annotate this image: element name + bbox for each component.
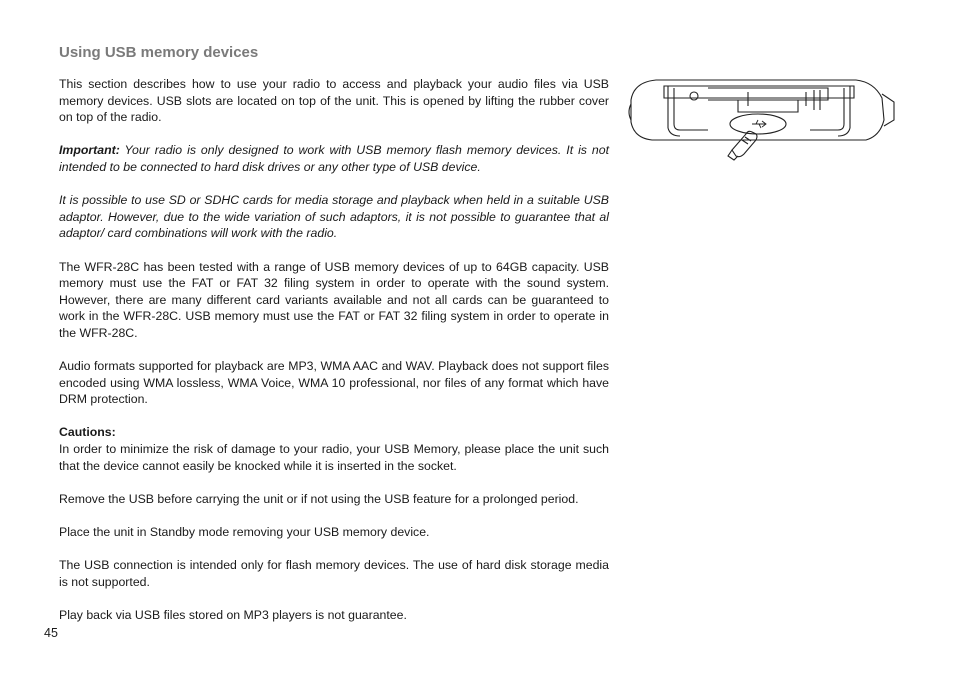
paragraph-tested: The WFR-28C has been tested with a range of USB memory devices of up to 64GB capacity. USB memory must use the FAT or FAT 32 filing system in order to operate with the sound system. However, there are many different card variants available and not all cards can be guaranteed to work in the WFR-28C. USB memory must use the FAT or FAT 32 filing system in order to operate in the WFR-28C. [59, 259, 609, 340]
body-text [59, 76, 609, 624]
paragraph-flash-only: The USB connection is intended only for flash memory devices. The use of hard disk storage media is not supported. [59, 558, 609, 589]
page-number: 45 [44, 626, 58, 640]
section-title: Using USB memory devices [59, 44, 259, 61]
radio-usb-port-illustration [628, 78, 898, 164]
paragraph-important [59, 142, 609, 175]
cautions-text: In order to minimize the risk of damage to your radio, your USB Memory, please place the unit such that the device cannot easily be knocked while it is inserted in the socket. [59, 442, 609, 473]
paragraph-standby: Place the unit in Standby mode removing your USB memory device. [59, 525, 430, 540]
important-label: Important: [59, 143, 120, 158]
important-text: Your radio is only designed to work with USB memory flash memory devices. It is not intended to be connected to hard disk drives or any other type of USB device. [59, 143, 609, 174]
paragraph-intro: This section describes how to use your radio to access and playback your audio files via USB memory devices. USB slots are located on top of the unit. This is opened by lifting the rubber cover on top of the radio. [59, 77, 609, 125]
paragraph-sd-cards: It is possible to use SD or SDHC cards for media storage and playback when held in a suitable USB adaptor. However, due to the wide variation of such adaptors, it is not possible to guarantee that al adaptor/ card combinations will work with the radio. [59, 193, 609, 241]
paragraph-formats: Audio formats supported for playback are MP3, WMA AAC and WAV. Playback does not support files encoded using WMA lossless, WMA Voice, WMA 10 professional, nor files of any format which have DRM protection. [59, 359, 609, 407]
cautions-label: Cautions: [59, 425, 116, 440]
paragraph-cautions [59, 424, 609, 474]
paragraph-mp3-players: Play back via USB files stored on MP3 players is not guarantee. [59, 608, 407, 622]
paragraph-remove: Remove the USB before carrying the unit or if not using the USB feature for a prolonged period. [59, 491, 579, 506]
